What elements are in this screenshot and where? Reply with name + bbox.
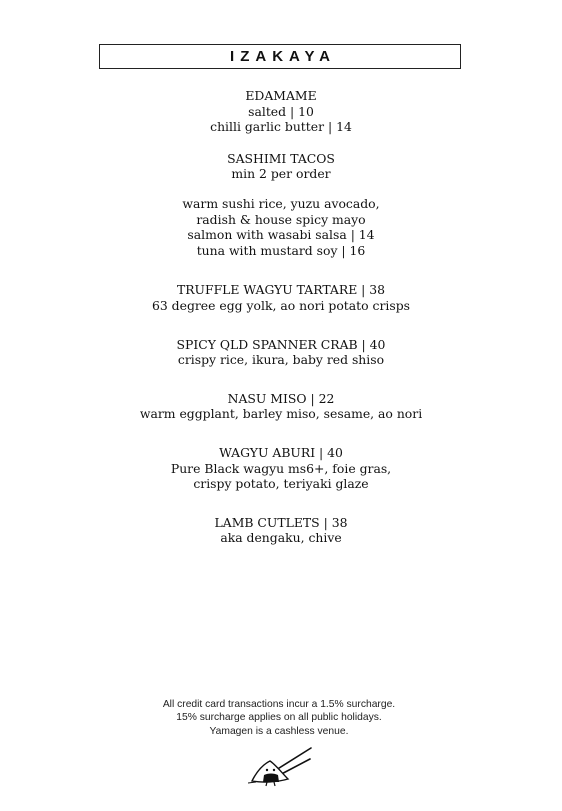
item-description: Pure Black wagyu ms6+, foie gras, (170, 460, 392, 476)
menu-item-lamb-cutlets (0, 515, 562, 546)
item-description: 63 degree egg yolk, ao nori potato crisps (151, 297, 411, 313)
menu-item-sashimi-tacos (0, 151, 562, 259)
item-option: chilli garlic butter | 14 (210, 119, 352, 135)
item-description: crispy potato, teriyaki glaze (193, 476, 369, 492)
menu-item-spicy-spanner-crab (0, 337, 562, 368)
item-name: SPICY QLD SPANNER CRAB | 40 (176, 336, 386, 352)
menu-item-nasu-miso (0, 391, 562, 422)
footer-line: Yamagen is a cashless venue. (209, 725, 349, 737)
menu-item-wagyu-aburi (0, 445, 562, 492)
menu-item-truffle-wagyu-tartare (0, 282, 562, 313)
item-option: tuna with mustard soy | 16 (196, 242, 366, 258)
item-description: warm eggplant, barley miso, sesame, ao nori (139, 406, 423, 422)
item-name: EDAMAME (245, 88, 317, 103)
menu-list (0, 88, 562, 546)
item-option: salted | 10 (248, 103, 314, 119)
item-option: salmon with wasabi salsa | 14 (187, 227, 375, 243)
rice-ball-chopsticks-icon (248, 745, 312, 787)
item-description: radish & house spicy mayo (196, 211, 366, 227)
menu-item-edamame (0, 88, 562, 135)
item-name: SASHIMI TACOS (227, 150, 335, 166)
item-description: crispy rice, ikura, baby red shiso (177, 352, 385, 368)
menu-title: IZAKAYA (230, 48, 336, 65)
footer-line: 15% surcharge applies on all public holidays. (176, 712, 382, 724)
item-description: aka dengaku, chive (220, 530, 342, 546)
footer-line: All credit card transactions incur a 1.5% surcharge. (162, 699, 396, 710)
item-name: LAMB CUTLETS | 38 (214, 514, 348, 530)
menu-title-box (99, 44, 461, 69)
item-name: NASU MISO | 22 (227, 390, 335, 406)
item-note: min 2 per order (231, 166, 331, 182)
item-description: warm sushi rice, yuzu avocado, (182, 195, 380, 211)
surcharge-notice (0, 698, 558, 738)
item-name: WAGYU ABURI | 40 (219, 444, 343, 460)
item-name: TRUFFLE WAGYU TARTARE | 38 (176, 282, 386, 298)
